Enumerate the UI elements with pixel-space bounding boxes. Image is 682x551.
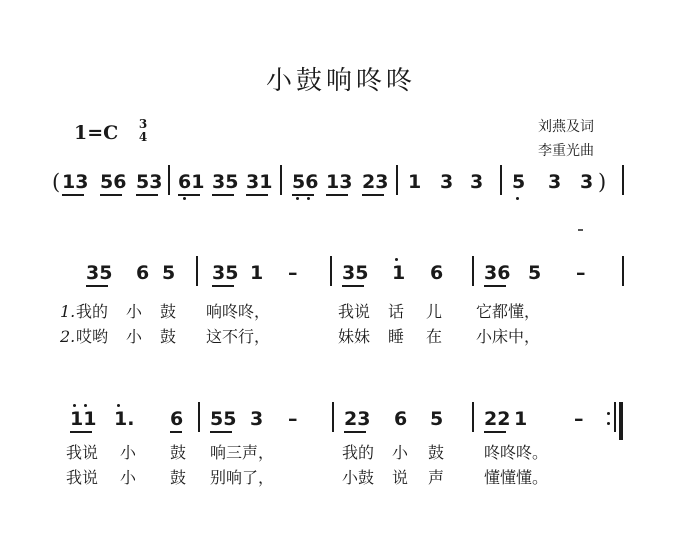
eighth-underline — [170, 431, 182, 433]
note: 1 — [514, 408, 528, 430]
note: 1 — [392, 262, 406, 284]
lyric-word: 小 — [120, 443, 137, 462]
eighth-underline — [100, 194, 122, 196]
final-barline-thick — [619, 402, 623, 440]
note: 3 — [470, 171, 484, 193]
lyric-word: 懂懂懂。 — [484, 468, 549, 487]
lyric-word: 我的 — [76, 302, 109, 321]
note: 6 — [430, 262, 444, 284]
note-group: 56 — [292, 171, 319, 193]
note: 5 — [430, 408, 444, 430]
barline — [280, 165, 282, 195]
lyric-word: 声 — [428, 468, 445, 487]
note-group: 36 — [484, 262, 511, 284]
lyric-word: 小 — [126, 327, 143, 346]
eighth-underline — [362, 194, 384, 196]
eighth-underline — [484, 431, 506, 433]
lyric-word: 小鼓 — [342, 468, 375, 487]
lyric-word: 在 — [426, 327, 443, 346]
lyric-word: 小 — [120, 468, 137, 487]
note-group: 55 — [210, 408, 237, 430]
note-group: 61 — [178, 171, 205, 193]
note-group: 35 — [212, 171, 239, 193]
time-signature-bottom: 4 — [138, 130, 148, 144]
lyric-word: 咚咚咚。 — [484, 443, 549, 462]
barline — [168, 165, 170, 195]
eighth-underline — [212, 194, 234, 196]
system2-notation-row — [0, 409, 682, 439]
eighth-underline — [344, 431, 366, 433]
lyric-word: 别响了， — [210, 468, 275, 487]
note-group: 53 — [136, 171, 163, 193]
note-group: 22 — [484, 408, 511, 430]
verse-number: 1. — [60, 302, 76, 321]
intro-open-paren: ( — [52, 170, 61, 194]
note-group: 35 — [212, 262, 239, 284]
note: 1 — [408, 171, 422, 193]
barline — [330, 256, 332, 286]
eighth-underline — [86, 285, 108, 287]
intro-close-paren: ) — [598, 170, 607, 194]
lyric-word: 话 — [388, 302, 405, 321]
note-group: 13 — [62, 171, 89, 193]
barline — [198, 402, 200, 432]
note-group: 13 — [326, 171, 353, 193]
barline — [196, 256, 198, 286]
repeat-dot — [607, 412, 610, 415]
lyric-word: 儿 — [426, 302, 443, 321]
note: 1. — [114, 408, 135, 430]
note: 6 — [170, 408, 184, 430]
note-group: 23 — [362, 171, 389, 193]
upper-octave-dot — [395, 258, 398, 261]
composer-credit: 李重光曲 — [538, 143, 594, 159]
upper-octave-dot — [73, 404, 76, 407]
note: 5 — [512, 171, 526, 193]
note: 3 — [250, 408, 264, 430]
intro-notation-row — [0, 172, 682, 202]
lyric-word: 睡 — [388, 327, 405, 346]
note-group: 56 — [100, 171, 127, 193]
lower-octave-dot — [307, 197, 310, 200]
note: 3 — [548, 171, 562, 193]
note-group: 23 — [344, 408, 371, 430]
dash: – — [576, 262, 586, 284]
song-title: 小鼓响咚咚 — [265, 66, 416, 96]
verse-number: 2. — [60, 327, 76, 346]
dash: – — [288, 262, 298, 284]
lyric-word: 它都懂， — [476, 302, 541, 321]
upper-octave-dot — [84, 404, 87, 407]
note: 3 — [440, 171, 454, 193]
final-barline-thin — [614, 402, 616, 432]
upper-octave-dot — [117, 404, 120, 407]
barline — [332, 402, 334, 432]
eighth-underline — [484, 285, 506, 287]
lyric-word: 鼓 — [170, 443, 187, 462]
lyric-word: 小 — [392, 443, 409, 462]
note-group: 35 — [86, 262, 113, 284]
lyric-word: 妹妹 — [338, 327, 371, 346]
repeat-dot — [607, 422, 610, 425]
lyric-word: 我的 — [342, 443, 375, 462]
eighth-underline — [326, 194, 348, 196]
eighth-underline — [292, 194, 314, 196]
lyric-word: 哎哟 — [76, 327, 109, 346]
eighth-underline — [210, 431, 232, 433]
lower-octave-dot — [516, 197, 519, 200]
time-signature-top: 3 — [138, 117, 148, 131]
eighth-underline — [178, 194, 200, 196]
barline — [396, 165, 398, 195]
lyric-word: 响三声， — [210, 443, 275, 462]
lyric-word: 鼓 — [170, 468, 187, 487]
lower-octave-dot — [183, 197, 186, 200]
lyric-word: 响咚咚， — [206, 302, 271, 321]
system1-notation-row — [0, 263, 682, 293]
note-group: 35 — [342, 262, 369, 284]
lyric-word: 这不行， — [206, 327, 271, 346]
note: 5 — [162, 262, 176, 284]
note: 5 — [528, 262, 542, 284]
lyric-word: 鼓 — [160, 327, 177, 346]
note-group: 11 — [70, 408, 97, 430]
time-signature — [136, 118, 150, 144]
barline — [472, 402, 474, 432]
note: 3 — [580, 171, 594, 193]
eighth-underline — [62, 194, 84, 196]
lower-octave-dot — [296, 197, 299, 200]
eighth-underline — [246, 194, 268, 196]
lyricist-credit: 刘燕及词 — [538, 119, 594, 135]
lyric-word: 我说 — [66, 443, 99, 462]
barline — [472, 256, 474, 286]
barline — [622, 256, 624, 286]
dash: – — [288, 408, 298, 430]
lyric-word: 说 — [392, 468, 409, 487]
barline — [500, 165, 502, 195]
barline — [622, 165, 624, 195]
lyric-word: 小床中， — [476, 327, 541, 346]
dash: – — [574, 408, 584, 430]
eighth-underline — [70, 431, 92, 433]
note: 6 — [136, 262, 150, 284]
note: 1 — [250, 262, 264, 284]
note: 6 — [394, 408, 408, 430]
lyric-word: 小 — [126, 302, 143, 321]
scan-speck — [578, 229, 583, 231]
eighth-underline — [212, 285, 234, 287]
lyric-word: 我说 — [66, 468, 99, 487]
lyric-word: 鼓 — [428, 443, 445, 462]
eighth-underline — [342, 285, 364, 287]
key-signature: 1=C — [74, 122, 119, 144]
lyric-word: 鼓 — [160, 302, 177, 321]
lyric-word: 我说 — [338, 302, 371, 321]
eighth-underline — [136, 194, 158, 196]
note-group: 31 — [246, 171, 273, 193]
